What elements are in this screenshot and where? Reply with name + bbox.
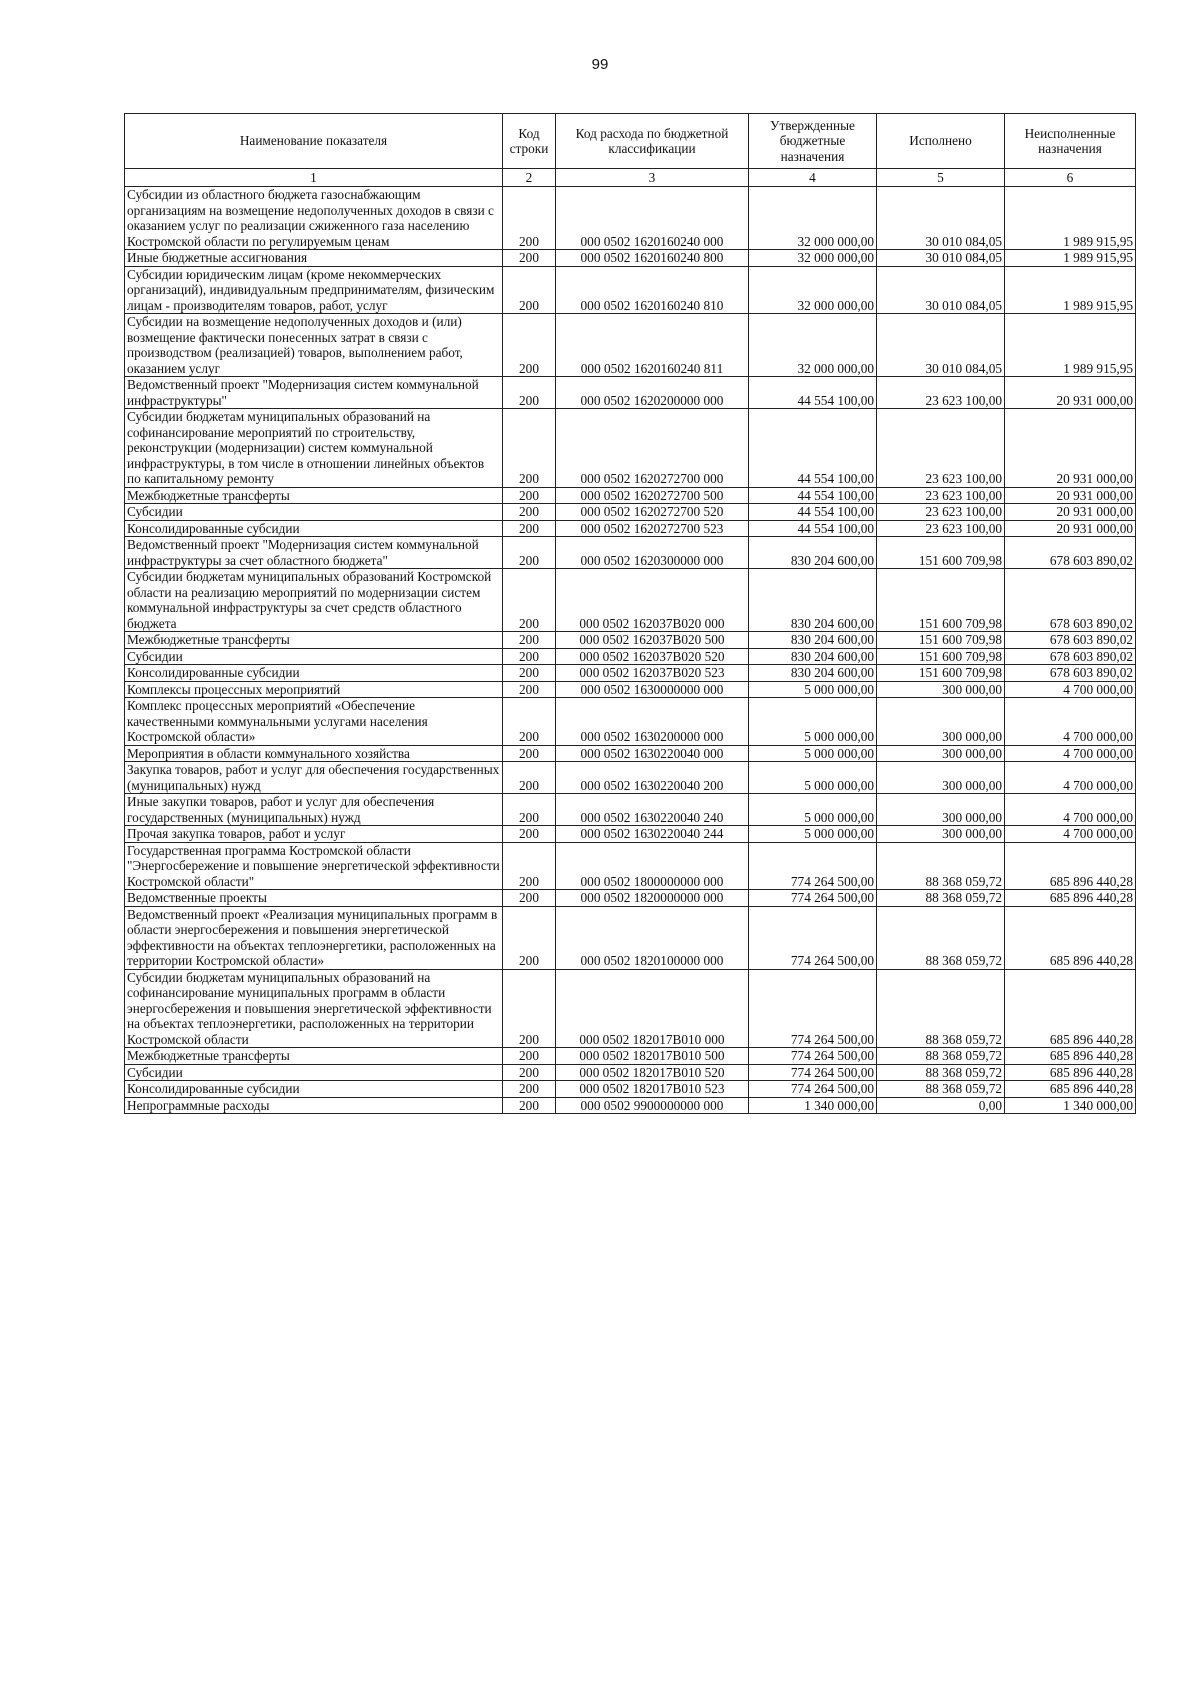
column-number: 3 [556,169,749,187]
row-name: Иные закупки товаров, работ и услуг для обеспечения государственных (муниципальных) нужд [125,794,503,826]
row-approved: 774 264 500,00 [749,1048,877,1065]
row-unexecuted: 678 603 890,02 [1005,537,1136,569]
row-unexecuted: 1 989 915,95 [1005,250,1136,267]
row-executed: 300 000,00 [877,745,1005,762]
table-row [125,794,1136,826]
row-unexecuted: 685 896 440,28 [1005,969,1136,1048]
row-name: Консолидированные субсидии [125,1081,503,1098]
table-row [125,969,1136,1048]
row-name: Субсидии из областного бюджета газоснабжающим организациям на возмещение недополученных доходов в связи с оказанием услуг по реализации сжиженного газа населению Костромской области по регулируемым ценам [125,187,503,250]
row-name: Комплексы процессных мероприятий [125,681,503,698]
row-expense-code: 000 0502 162037В020 520 [556,648,749,665]
table-row [125,1064,1136,1081]
row-executed: 88 368 059,72 [877,890,1005,907]
row-line-code: 200 [503,794,556,826]
table-row [125,187,1136,250]
table-row [125,314,1136,377]
row-line-code: 200 [503,632,556,649]
row-approved: 44 554 100,00 [749,409,877,488]
row-unexecuted: 1 989 915,95 [1005,266,1136,314]
row-unexecuted: 685 896 440,28 [1005,1081,1136,1098]
row-line-code: 200 [503,266,556,314]
row-executed: 300 000,00 [877,698,1005,746]
row-executed: 151 600 709,98 [877,632,1005,649]
row-line-code: 200 [503,1081,556,1098]
row-expense-code: 000 0502 1620160240 000 [556,187,749,250]
row-expense-code: 000 0502 1630220040 240 [556,794,749,826]
row-line-code: 200 [503,377,556,409]
row-unexecuted: 20 931 000,00 [1005,487,1136,504]
row-line-code: 200 [503,681,556,698]
header-approved: Утвержденные бюджетные назначения [749,114,877,169]
table-row [125,762,1136,794]
budget-execution-table [124,113,1136,1114]
row-unexecuted: 685 896 440,28 [1005,906,1136,969]
row-expense-code: 000 0502 1820000000 000 [556,890,749,907]
row-expense-code: 000 0502 9900000000 000 [556,1097,749,1114]
header-unexecuted: Неисполненные назначения [1005,114,1136,169]
row-name: Непрограммные расходы [125,1097,503,1114]
page-number: 99 [591,56,609,73]
row-expense-code: 000 0502 182017В010 000 [556,969,749,1048]
row-expense-code: 000 0502 162037В020 523 [556,665,749,682]
table-row [125,569,1136,632]
row-approved: 5 000 000,00 [749,762,877,794]
row-expense-code: 000 0502 1620272700 000 [556,409,749,488]
row-approved: 5 000 000,00 [749,826,877,843]
table-row [125,1097,1136,1114]
row-line-code: 200 [503,1097,556,1114]
table-row [125,537,1136,569]
header-row [125,114,1136,169]
table-row [125,826,1136,843]
row-executed: 300 000,00 [877,794,1005,826]
row-approved: 5 000 000,00 [749,698,877,746]
row-executed: 88 368 059,72 [877,1064,1005,1081]
row-expense-code: 000 0502 1620272700 500 [556,487,749,504]
row-approved: 32 000 000,00 [749,187,877,250]
row-unexecuted: 678 603 890,02 [1005,569,1136,632]
table-row [125,698,1136,746]
row-line-code: 200 [503,906,556,969]
table-row [125,504,1136,521]
table-row [125,377,1136,409]
row-expense-code: 000 0502 1620200000 000 [556,377,749,409]
row-expense-code: 000 0502 1620160240 800 [556,250,749,267]
row-name: Субсидии юридическим лицам (кроме некоммерческих организаций), индивидуальным предпринимателям, физическим лицам - производителям товаров, работ, услуг [125,266,503,314]
row-unexecuted: 685 896 440,28 [1005,1064,1136,1081]
row-line-code: 200 [503,745,556,762]
row-expense-code: 000 0502 182017В010 520 [556,1064,749,1081]
row-executed: 151 600 709,98 [877,569,1005,632]
column-number: 6 [1005,169,1136,187]
row-name: Субсидии бюджетам муниципальных образований на софинансирование муниципальных программ в области энергосбережения и повышения энергетической эффективности на объектах теплоэнергетики, расположенных на территории Костромской области [125,969,503,1048]
table-row [125,632,1136,649]
header-name: Наименование показателя [125,114,503,169]
row-line-code: 200 [503,826,556,843]
row-line-code: 200 [503,569,556,632]
row-executed: 88 368 059,72 [877,1048,1005,1065]
row-executed: 30 010 084,05 [877,266,1005,314]
row-expense-code: 000 0502 162037В020 500 [556,632,749,649]
row-line-code: 200 [503,314,556,377]
row-unexecuted: 678 603 890,02 [1005,665,1136,682]
row-approved: 32 000 000,00 [749,266,877,314]
table-row [125,745,1136,762]
table-row [125,250,1136,267]
row-name: Субсидии бюджетам муниципальных образований на софинансирование мероприятий по строительству, реконструкции (модернизации) систем коммунальной инфраструктуры, в том числе в отношении линейных объектов по капитальному ремонту [125,409,503,488]
row-executed: 88 368 059,72 [877,842,1005,890]
row-name: Иные бюджетные ассигнования [125,250,503,267]
row-name: Субсидии [125,1064,503,1081]
row-approved: 830 204 600,00 [749,648,877,665]
row-approved: 44 554 100,00 [749,504,877,521]
row-unexecuted: 685 896 440,28 [1005,842,1136,890]
header-expense-code: Код расхода по бюджетной классификации [556,114,749,169]
row-unexecuted: 20 931 000,00 [1005,409,1136,488]
row-unexecuted: 1 340 000,00 [1005,1097,1136,1114]
table-row [125,520,1136,537]
column-number: 5 [877,169,1005,187]
row-unexecuted: 4 700 000,00 [1005,826,1136,843]
table-body [125,187,1136,1114]
row-name: Ведомственные проекты [125,890,503,907]
row-line-code: 200 [503,842,556,890]
row-executed: 151 600 709,98 [877,648,1005,665]
column-number: 2 [503,169,556,187]
row-line-code: 200 [503,969,556,1048]
row-unexecuted: 4 700 000,00 [1005,745,1136,762]
row-approved: 5 000 000,00 [749,794,877,826]
row-expense-code: 000 0502 1620272700 523 [556,520,749,537]
row-name: Ведомственный проект "Модернизация систем коммунальной инфраструктуры за счет областного бюджета" [125,537,503,569]
row-approved: 774 264 500,00 [749,890,877,907]
row-expense-code: 000 0502 1620160240 810 [556,266,749,314]
row-executed: 23 623 100,00 [877,520,1005,537]
row-line-code: 200 [503,409,556,488]
row-expense-code: 000 0502 1630220040 000 [556,745,749,762]
row-approved: 774 264 500,00 [749,842,877,890]
row-name: Межбюджетные трансферты [125,1048,503,1065]
row-line-code: 200 [503,187,556,250]
row-line-code: 200 [503,648,556,665]
row-executed: 300 000,00 [877,826,1005,843]
row-line-code: 200 [503,890,556,907]
row-executed: 23 623 100,00 [877,504,1005,521]
row-unexecuted: 685 896 440,28 [1005,890,1136,907]
row-name: Ведомственный проект "Модернизация систем коммунальной инфраструктуры" [125,377,503,409]
row-name: Субсидии [125,648,503,665]
row-line-code: 200 [503,487,556,504]
row-unexecuted: 4 700 000,00 [1005,794,1136,826]
row-approved: 1 340 000,00 [749,1097,877,1114]
row-executed: 30 010 084,05 [877,187,1005,250]
row-executed: 30 010 084,05 [877,250,1005,267]
row-approved: 5 000 000,00 [749,681,877,698]
row-expense-code: 000 0502 1620300000 000 [556,537,749,569]
row-unexecuted: 4 700 000,00 [1005,762,1136,794]
row-expense-code: 000 0502 182017В010 523 [556,1081,749,1098]
row-unexecuted: 685 896 440,28 [1005,1048,1136,1065]
row-line-code: 200 [503,1064,556,1081]
table-row [125,890,1136,907]
row-executed: 151 600 709,98 [877,665,1005,682]
row-line-code: 200 [503,537,556,569]
row-executed: 23 623 100,00 [877,377,1005,409]
row-name: Закупка товаров, работ и услуг для обеспечения государственных (муниципальных) нужд [125,762,503,794]
row-name: Государственная программа Костромской области "Энергосбережение и повышение энергетической эффективности Костромской области" [125,842,503,890]
row-name: Межбюджетные трансферты [125,487,503,504]
row-executed: 30 010 084,05 [877,314,1005,377]
table-row [125,665,1136,682]
row-approved: 32 000 000,00 [749,250,877,267]
header-line-code: Код строки [503,114,556,169]
row-expense-code: 000 0502 1630220040 244 [556,826,749,843]
row-executed: 300 000,00 [877,762,1005,794]
row-unexecuted: 20 931 000,00 [1005,504,1136,521]
row-name: Мероприятия в области коммунального хозяйства [125,745,503,762]
row-approved: 774 264 500,00 [749,1081,877,1098]
table-row [125,842,1136,890]
row-expense-code: 000 0502 1800000000 000 [556,842,749,890]
row-approved: 774 264 500,00 [749,969,877,1048]
row-expense-code: 000 0502 1820100000 000 [556,906,749,969]
row-expense-code: 000 0502 182017В010 500 [556,1048,749,1065]
row-expense-code: 000 0502 162037В020 000 [556,569,749,632]
row-approved: 774 264 500,00 [749,906,877,969]
row-executed: 151 600 709,98 [877,537,1005,569]
row-expense-code: 000 0502 1630200000 000 [556,698,749,746]
row-unexecuted: 678 603 890,02 [1005,648,1136,665]
row-approved: 830 204 600,00 [749,569,877,632]
row-line-code: 200 [503,665,556,682]
row-unexecuted: 1 989 915,95 [1005,314,1136,377]
row-unexecuted: 1 989 915,95 [1005,187,1136,250]
column-number-row [125,169,1136,187]
table-row [125,648,1136,665]
row-unexecuted: 4 700 000,00 [1005,698,1136,746]
row-unexecuted: 20 931 000,00 [1005,377,1136,409]
table-row [125,1048,1136,1065]
row-line-code: 200 [503,1048,556,1065]
row-name: Консолидированные субсидии [125,520,503,537]
row-executed: 23 623 100,00 [877,409,1005,488]
row-executed: 300 000,00 [877,681,1005,698]
row-unexecuted: 4 700 000,00 [1005,681,1136,698]
row-approved: 44 554 100,00 [749,377,877,409]
header-executed: Исполнено [877,114,1005,169]
row-executed: 88 368 059,72 [877,969,1005,1048]
row-executed: 88 368 059,72 [877,906,1005,969]
row-approved: 830 204 600,00 [749,632,877,649]
row-name: Субсидии [125,504,503,521]
row-approved: 830 204 600,00 [749,537,877,569]
table-row [125,1081,1136,1098]
row-approved: 830 204 600,00 [749,665,877,682]
row-executed: 0,00 [877,1097,1005,1114]
table-row [125,487,1136,504]
table-row [125,681,1136,698]
row-expense-code: 000 0502 1630000000 000 [556,681,749,698]
row-expense-code: 000 0502 1620160240 811 [556,314,749,377]
table-row [125,409,1136,488]
row-approved: 5 000 000,00 [749,745,877,762]
row-unexecuted: 678 603 890,02 [1005,632,1136,649]
table-row [125,906,1136,969]
row-approved: 44 554 100,00 [749,487,877,504]
row-line-code: 200 [503,520,556,537]
row-line-code: 200 [503,698,556,746]
row-name: Межбюджетные трансферты [125,632,503,649]
table-row [125,266,1136,314]
column-number: 4 [749,169,877,187]
row-name: Субсидии на возмещение недополученных доходов и (или) возмещение фактически понесенных затрат в связи с производством (реализацией) товаров, выполнением работ, оказанием услуг [125,314,503,377]
row-approved: 774 264 500,00 [749,1064,877,1081]
row-expense-code: 000 0502 1630220040 200 [556,762,749,794]
row-executed: 23 623 100,00 [877,487,1005,504]
row-approved: 44 554 100,00 [749,520,877,537]
row-name: Консолидированные субсидии [125,665,503,682]
row-name: Прочая закупка товаров, работ и услуг [125,826,503,843]
column-number: 1 [125,169,503,187]
row-executed: 88 368 059,72 [877,1081,1005,1098]
row-name: Субсидии бюджетам муниципальных образований Костромской области на реализацию мероприятий по модернизации систем коммунальной инфраструктуры за счет средств областного бюджета [125,569,503,632]
row-name: Ведомственный проект «Реализация муниципальных программ в области энергосбережения и повышения энергетической эффективности на объектах теплоэнергетики, расположенных на территории Костромской области» [125,906,503,969]
row-approved: 32 000 000,00 [749,314,877,377]
row-line-code: 200 [503,504,556,521]
row-line-code: 200 [503,250,556,267]
row-expense-code: 000 0502 1620272700 520 [556,504,749,521]
row-unexecuted: 20 931 000,00 [1005,520,1136,537]
row-line-code: 200 [503,762,556,794]
row-name: Комплекс процессных мероприятий «Обеспечение качественными коммунальными услугами населения Костромской области» [125,698,503,746]
